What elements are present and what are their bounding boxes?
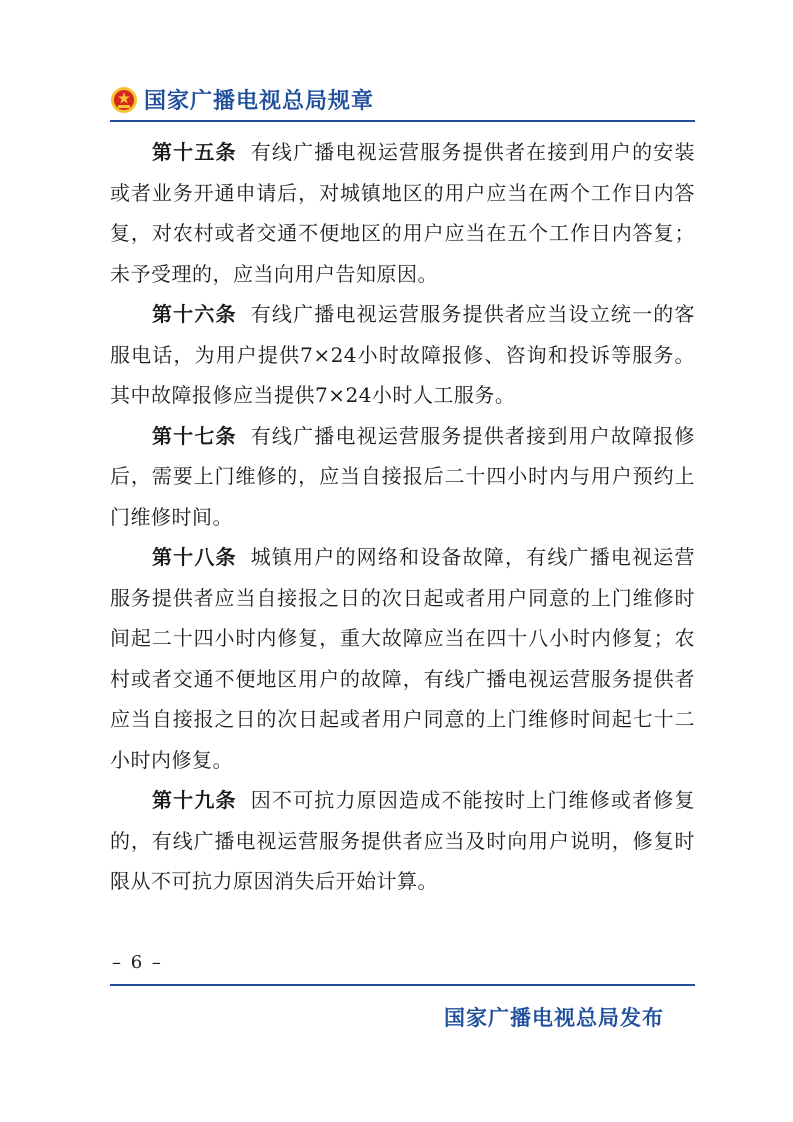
article-label: 第十五条 [152,140,237,164]
article-label: 第十九条 [152,788,237,812]
article-17 [110,416,695,538]
article-text: 因不可抗力原因造成不能按时上门维修或者修复的，有线广播电视运营服务提供者应当及时向用户说明，修复时限从不可抗力原因消失后开始计算。 [110,788,695,893]
page-header [110,84,374,115]
article-text: 有线广播电视运营服务提供者应当设立统一的客服电话，为用户提供7×24小时故障报修、咨询和投诉等服务。其中故障报修应当提供7×24小时人工服务。 [110,302,695,407]
national-emblem-icon [110,86,138,114]
article-15 [110,132,695,294]
article-16 [110,294,695,416]
page-number: – 6 – [112,952,163,973]
article-18 [110,537,695,780]
header-divider [110,120,695,122]
article-label: 第十八条 [152,545,237,569]
footer-divider [110,984,695,986]
article-text: 有线广播电视运营服务提供者接到用户故障报修后，需要上门维修的，应当自接报后二十四小时内与用户预约上门维修时间。 [110,423,695,529]
article-text: 有线广播电视运营服务提供者在接到用户的安装或者业务开通申请后，对城镇地区的用户应当在两个工作日内答复，对农村或者交通不便地区的用户应当在五个工作日内答复；未予受理的，应当向用户告知原因。 [110,140,695,286]
document-body [110,132,695,902]
article-text: 城镇用户的网络和设备故障，有线广播电视运营服务提供者应当自接报之日的次日起或者用户同意的上门维修时间起二十四小时内修复，重大故障应当在四十八小时内修复；农村或者交通不便地区用户的故障，有线广播电视运营服务提供者应当自接报之日的次日起或者用户同意的上门维修时间起七十二小时内修复。 [110,545,695,772]
footer-publisher: 国家广播电视总局发布 [444,1006,664,1030]
article-label: 第十六条 [152,302,237,326]
article-label: 第十七条 [152,423,237,448]
article-19 [110,780,695,902]
header-title: 国家广播电视总局规章 [144,89,375,114]
